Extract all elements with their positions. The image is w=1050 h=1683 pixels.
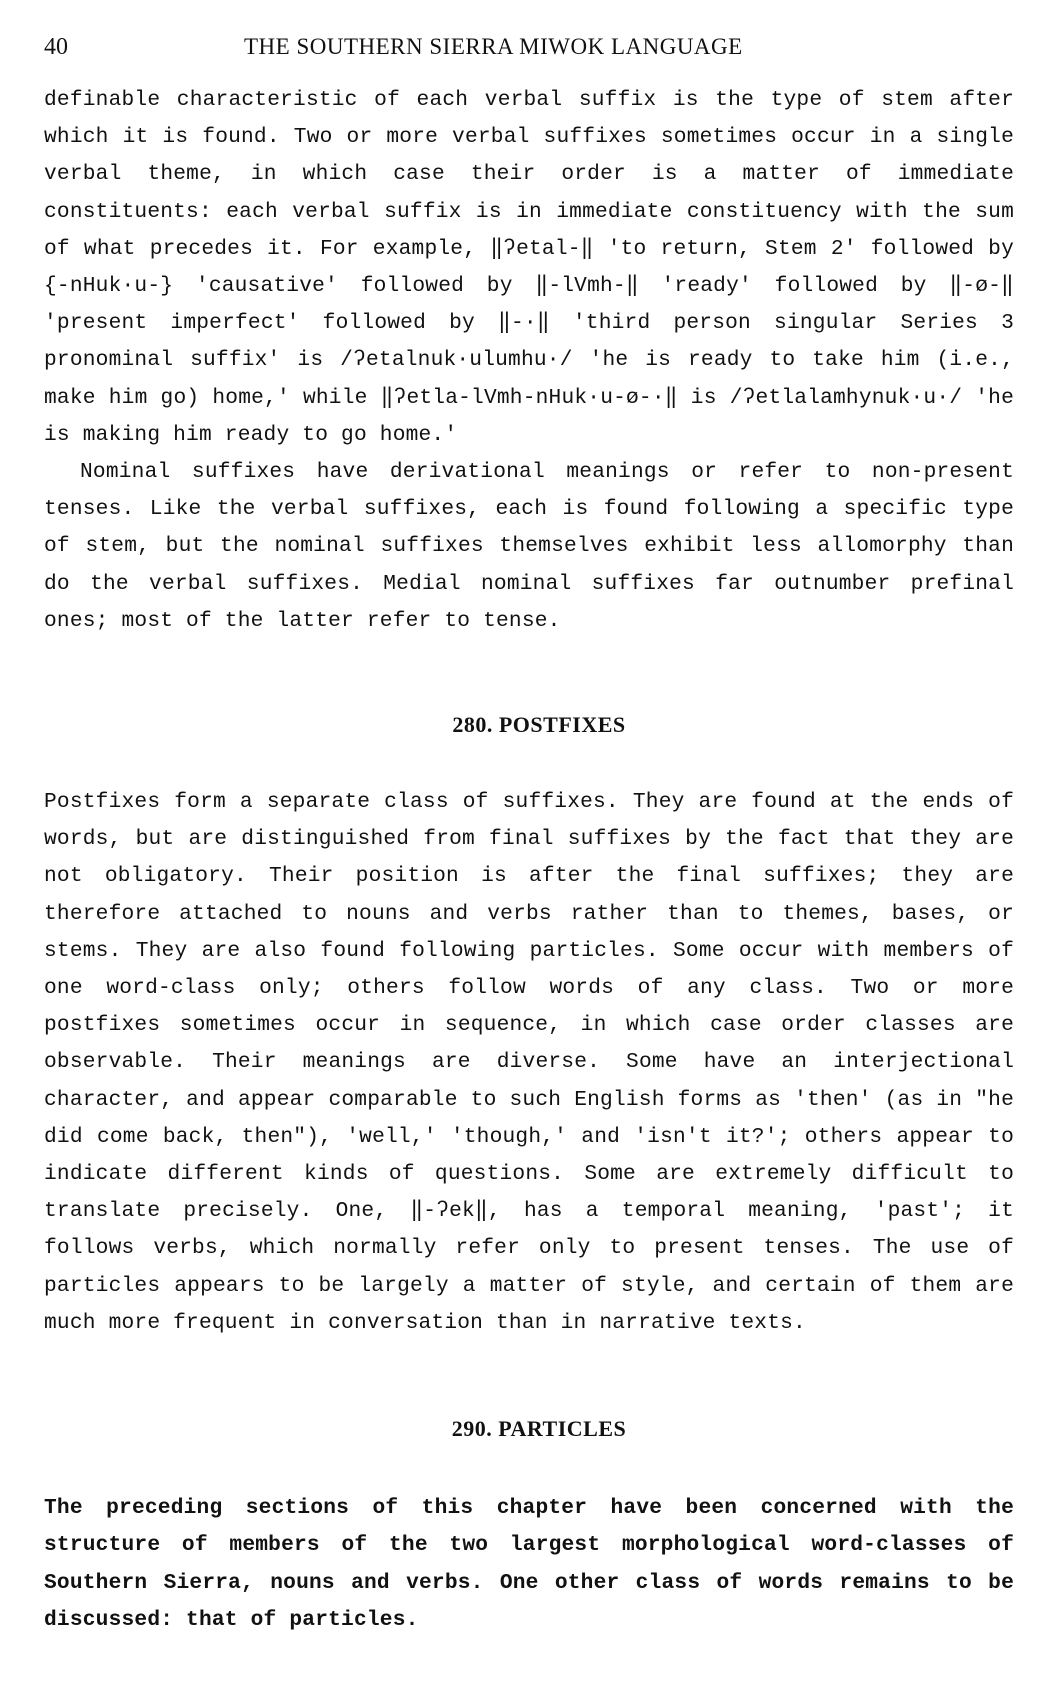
- page-number: 40: [44, 34, 68, 60]
- paragraph-postfixes: Postfixes form a separate class of suffixes. They are found at the ends of words, but are distinguished from final suffixes by the fact that they are not obligatory. Their position is after the final suffixes; they are therefore attached to nouns and verbs rather than to themes, bases, or stems. They are also found following particles. Some occur with members of one word-class only; others follow words of any class. Two or more postfixes sometimes occur in sequence, in which case order classes are observable. Their meanings are diverse. Some have an interjectional character, and appear comparable to such English forms as 'then' (as in "he did come back, then"), 'well,' 'though,' and 'isn't it?'; others appear to indicate different kinds of questions. Some are extremely difficult to translate precisely. One, ‖-ʔek‖, has a temporal meaning, 'past'; it follows verbs, which normally refer only to present tenses. The use of particles appears to be largely a matter of style, and certain of them are much more frequent in conversation than in narrative texts.: [44, 790, 1014, 1335]
- section-heading-particles: 290. PARTICLES: [451, 1416, 627, 1442]
- running-title: THE SOUTHERN SIERRA MIWOK LANGUAGE: [244, 34, 743, 59]
- page-header: [44, 34, 1014, 74]
- paragraph-particles: The preceding sections of this chapter have been concerned with the structure of members of the two largest morphological word-classes of Southern Sierra, nouns and verbs. One other class of words remains to be discussed: that of particles.: [44, 1496, 1014, 1632]
- section-heading-postfixes: 280. POSTFIXES: [452, 712, 626, 738]
- paragraph-nominal-suffixes: Nominal suffixes have derivational meanings or refer to non-present tenses. Like the verbal suffixes, each is found following a specific type of stem, but the nominal suffixes themselves exhibit less allomorphy than do the verbal suffixes. Medial nominal suffixes far outnumber prefinal ones; most of the latter refer to tense.: [44, 460, 1014, 633]
- page: [44, 34, 1014, 1639]
- paragraph-verbal-suffixes: definable characteristic of each verbal suffix is the type of stem after which it is found. Two or more verbal suffixes sometimes occur in a single verbal theme, in which case their order is a matter of immediate constituents: each verbal suffix is in immediate constituency with the sum of what precedes it. For example, ‖ʔetal-‖ 'to return, Stem 2' followed by {-nHuk·u-} 'causative' followed by ‖-lVmh-‖ 'ready' followed by ‖-ø-‖ 'present imperfect' followed by ‖-·‖ 'third person singular Series 3 pronominal suffix' is /ʔetalnuk·ulumhu·/ 'he is ready to take him (i.e., make him go) home,' while ‖ʔetla-lVmh-nHuk·u-ø-·‖ is /ʔetlalamhynuk·u·/ 'he is making him ready to go home.': [44, 88, 1014, 447]
